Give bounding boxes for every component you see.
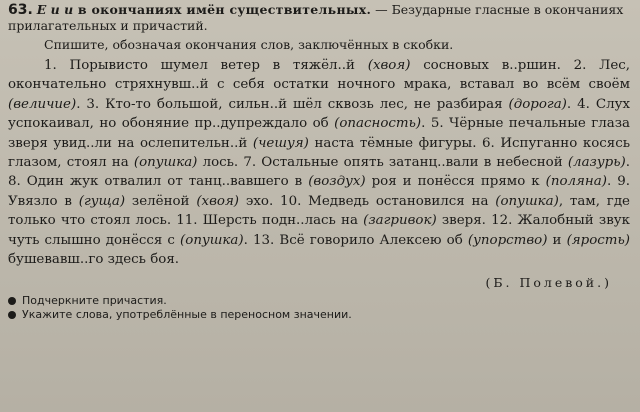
bracket-hint-word: (хвоя) <box>196 193 240 209</box>
task-text: Подчеркните причастия. <box>22 294 167 308</box>
sentence-text: лось. 7. Остальные опять затанц..вали в небесной <box>197 155 568 171</box>
task-item <box>8 294 630 308</box>
exercise-topic-letters: Е и и <box>36 2 74 17</box>
exercise-text <box>8 56 630 269</box>
sentence-text: и <box>547 232 567 248</box>
bracket-hint-word: (гуща) <box>78 193 126 209</box>
bracket-hint-word: (чешуя) <box>252 135 309 151</box>
sentence-text: эхо. 10. Медведь остановился на <box>239 193 496 209</box>
task-text: Укажите слова, употреблённые в переносном значении. <box>22 308 352 322</box>
sentence-text: , там, где только что стоял лось. 11. Шерсть подн..лась на <box>8 193 630 229</box>
sentence-text: зелёной <box>125 193 197 209</box>
bracket-hint-word: (опасность) <box>334 116 422 132</box>
bullet-icon <box>8 311 16 319</box>
bracket-hint-word: (лазурь) <box>567 155 626 171</box>
sentence-text: . 5. Чёрные печальные глаза зверя увид..ли на ослепительн..й <box>8 116 630 151</box>
bracket-hint-word: (дорога) <box>508 96 567 112</box>
exercise-header <box>8 2 630 33</box>
bracket-hint-word: (ярость) <box>566 232 630 248</box>
sentence-text: . 9. Увязло в <box>8 174 630 209</box>
sentence-text: . 3. Кто-то большой, сильн..й шёл сквозь лес, не разбирая <box>76 96 509 112</box>
text-author: (Б. Полевой.) <box>485 275 612 291</box>
sentence-text: . 8. Один жук отвалил от танц..вавшего в <box>8 155 630 190</box>
sentence-text: зверя. 12. Жалобный звук чуть слышно донёсся с <box>8 213 630 248</box>
exercise-number: 63. <box>8 2 33 18</box>
exercise-paragraph <box>8 56 630 269</box>
bracket-hint-word: (воздух) <box>308 174 366 190</box>
sentence-text: бушевавш..го здесь боя. <box>8 252 180 268</box>
sentence-text: . 4. Слух успокаивал, но обоняние пр..дупреждало об <box>8 96 631 132</box>
bracket-hint-word: (загривок) <box>363 213 437 229</box>
sentence-text: 1. Порывисто шумел ветер в тяжёл..й <box>44 58 368 73</box>
sentence-text: роя и понёсся прямо к <box>365 174 546 190</box>
bracket-hint-word: (опушка) <box>495 193 559 209</box>
task-item <box>8 308 630 322</box>
sentence-text: сосновых в..ршин. 2. Лес, окончательно стряхнувш..й с себя остатки ночного мрака, вставал во всём своём <box>8 58 630 93</box>
sentence-text: наста тёмные фигуры. 6. Испуганно косясь глазом, стоял на <box>8 135 630 171</box>
bracket-hint-word: (поляна) <box>545 174 607 190</box>
exercise-instruction: Спишите, обозначая окончания слов, заключённых в скобки. <box>44 37 454 52</box>
bracket-hint-word: (упорство) <box>467 232 548 248</box>
exercise-subtopic: — Безударные гласные в окончаниях прилагательных и причастий. <box>8 2 624 33</box>
bullet-icon <box>8 297 16 305</box>
bracket-hint-word: (величие) <box>8 96 77 112</box>
exercise-topic: в окончаниях имён существительных. <box>73 2 372 17</box>
bracket-hint-word: (опушка) <box>133 155 198 171</box>
bracket-hint-word: (хвоя) <box>367 58 411 73</box>
bracket-hint-word: (опушка) <box>180 232 244 248</box>
task-list <box>8 294 630 322</box>
sentence-text: . 13. Всё говорило Алексею об <box>243 232 468 248</box>
